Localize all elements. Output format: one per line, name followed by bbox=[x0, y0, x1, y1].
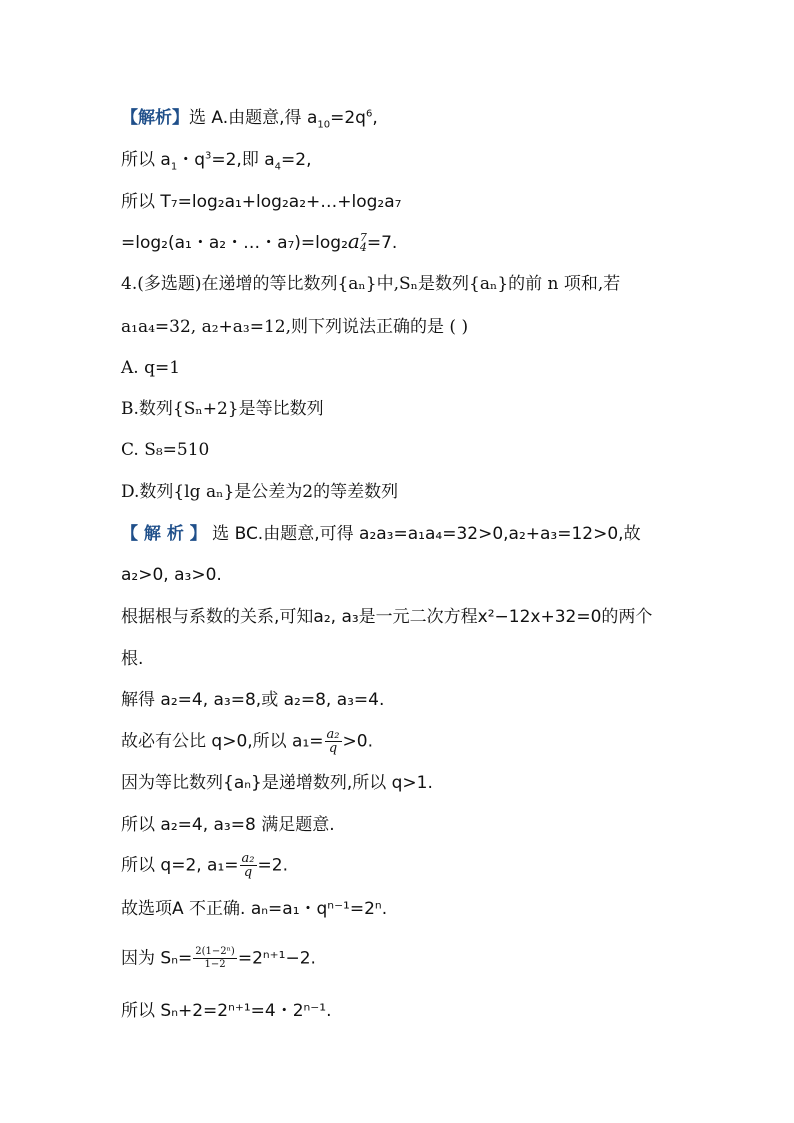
text: =2q bbox=[330, 108, 366, 128]
math-var: a bbox=[347, 229, 360, 253]
solution-line-5: 解得 a₂=4, a₃=8,或 a₂=8, a₃=4. bbox=[121, 690, 385, 710]
solution-line-2: a₂>0, a₃>0. bbox=[121, 565, 222, 585]
text: 所以 a bbox=[121, 150, 171, 170]
solution-line-3: 根据根与系数的关系,可知a₂, a₃是一元二次方程x²−12x+32=0的两个 bbox=[121, 607, 653, 627]
analysis-tag: 【解析】 bbox=[121, 108, 189, 128]
numerator: a₂ bbox=[326, 727, 340, 742]
text: =log₂(a₁・a₂・…・a₇)=log₂ bbox=[121, 233, 348, 253]
text: 所以 q=2, a₁= bbox=[121, 855, 239, 876]
analysis-line-3: 所以 T₇=log₂a₁+log₂a₂+…+log₂a₇ bbox=[121, 192, 402, 212]
text: 选 A.由题意,得 a bbox=[189, 108, 318, 128]
text: , bbox=[372, 108, 378, 128]
option-b: B.数列{Sₙ+2}是等比数列 bbox=[121, 399, 324, 419]
subscript: 10 bbox=[317, 119, 331, 131]
fraction bbox=[325, 728, 342, 755]
analysis-line-4 bbox=[121, 230, 397, 254]
option-a: A. q=1 bbox=[121, 358, 181, 378]
analysis-line-1 bbox=[121, 107, 378, 129]
solution-line-10: 故选项A 不正确. aₙ=a₁・qⁿ⁻¹=2ⁿ. bbox=[121, 899, 388, 919]
denominator: q bbox=[243, 865, 253, 880]
numerator: a₂ bbox=[241, 851, 255, 866]
fraction bbox=[193, 946, 237, 971]
solution-line-7: 因为等比数列{aₙ}是递增数列,所以 q>1. bbox=[121, 773, 433, 793]
denominator: q bbox=[328, 741, 338, 756]
text: =2ⁿ⁺¹−2. bbox=[237, 948, 316, 969]
sup-sub-stack bbox=[360, 233, 367, 253]
superscript: 6 bbox=[365, 108, 373, 120]
text: 故必有公比 q>0,所以 a₁= bbox=[121, 731, 324, 752]
subscript: 4 bbox=[359, 241, 367, 254]
analysis-line-2 bbox=[121, 149, 312, 171]
text: =2, bbox=[281, 150, 312, 170]
solution-line-1 bbox=[121, 523, 641, 545]
text: =2. bbox=[257, 855, 288, 876]
fraction bbox=[240, 852, 257, 879]
text: 选 BC.由题意,可得 a₂a₃=a₁a₄=32>0,a₂+a₃=12>0,故 bbox=[212, 524, 641, 544]
superscript: 7 bbox=[359, 231, 367, 244]
solution-line-8: 所以 a₂=4, a₃=8 满足题意. bbox=[121, 815, 335, 835]
solution-line-11 bbox=[121, 946, 316, 971]
solution-line-4: 根. bbox=[121, 649, 144, 669]
question-4-stem-2: a₁a₄=32, a₂+a₃=12,则下列说法正确的是 ( ) bbox=[121, 317, 469, 337]
text: =2,即 a bbox=[211, 150, 275, 170]
solution-line-12: 所以 Sₙ+2=2ⁿ⁺¹=4・2ⁿ⁻¹. bbox=[121, 1001, 332, 1021]
text: >0. bbox=[342, 731, 373, 752]
subscript: 4 bbox=[274, 161, 282, 173]
denominator: 1−2 bbox=[204, 959, 226, 970]
analysis-tag: 【 解 析 】 bbox=[121, 524, 207, 544]
text: =7. bbox=[366, 233, 398, 253]
superscript: 3 bbox=[205, 150, 212, 162]
solution-line-9 bbox=[121, 852, 288, 879]
subscript: 1 bbox=[170, 161, 178, 173]
text: ・q bbox=[177, 150, 205, 170]
text: 因为 Sₙ= bbox=[121, 948, 193, 969]
solution-line-6 bbox=[121, 728, 373, 755]
numerator: 2(1−2ⁿ) bbox=[195, 946, 235, 957]
option-d: D.数列{lg aₙ}是公差为2的等差数列 bbox=[121, 482, 399, 502]
question-4-stem-1: 4.(多选题)在递增的等比数列{aₙ}中,Sₙ是数列{aₙ}的前 n 项和,若 bbox=[121, 274, 621, 294]
option-c: C. S₈=510 bbox=[121, 440, 210, 460]
